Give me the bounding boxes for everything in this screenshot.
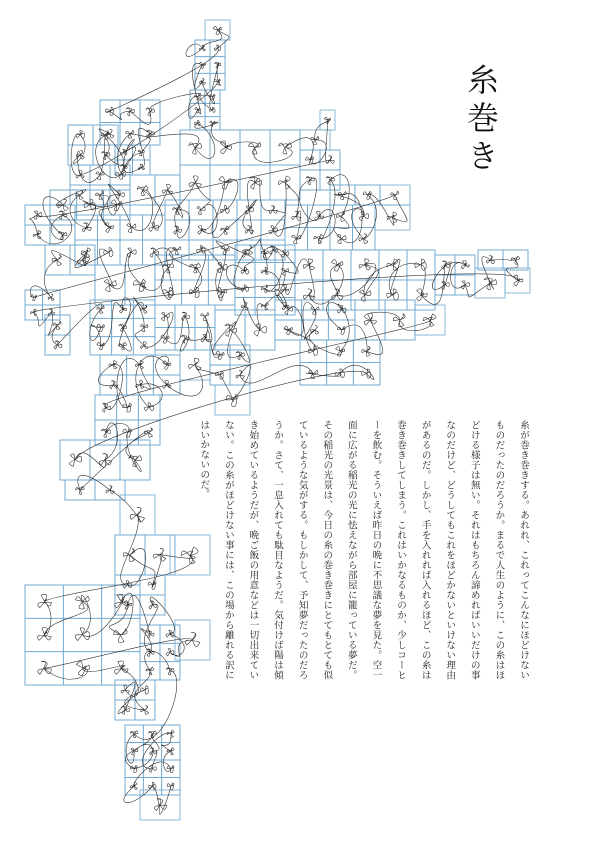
grid-box bbox=[143, 240, 166, 265]
page-title: 糸巻き bbox=[462, 63, 500, 177]
body-text: 糸が巻き巻きする。あれれ、これってこんなにほどけないものだったのだろうか。まるで人生のように、この糸はほどける様子は無い。それはもちろん諦めればいいだけの事なのだけど、どうしてもこれをほどかないといけない理由があるのだ。しかし、手を入れれば入れるほど、この糸は巻き巻きしてしまう。これはいかなるものか、少しコーヒーを飲む。そういえば昨日の晩に不思議な夢を見た。空一面に広がる稲光の光に怯えながら部屋に籠っている夢だ。その稲光の光景は、今日の糸の巻き巻きにとてもとても似ているような気がする。もしかして、予知夢だったのだろうか。さて、一息入れても駄目なようだ。気付けば陽は傾き始めているようだが、晩ご飯の用意などは一切出来ていない。この糸がほどけない事には、この場から離れる訳にはいかないのだ。 bbox=[198, 420, 529, 680]
